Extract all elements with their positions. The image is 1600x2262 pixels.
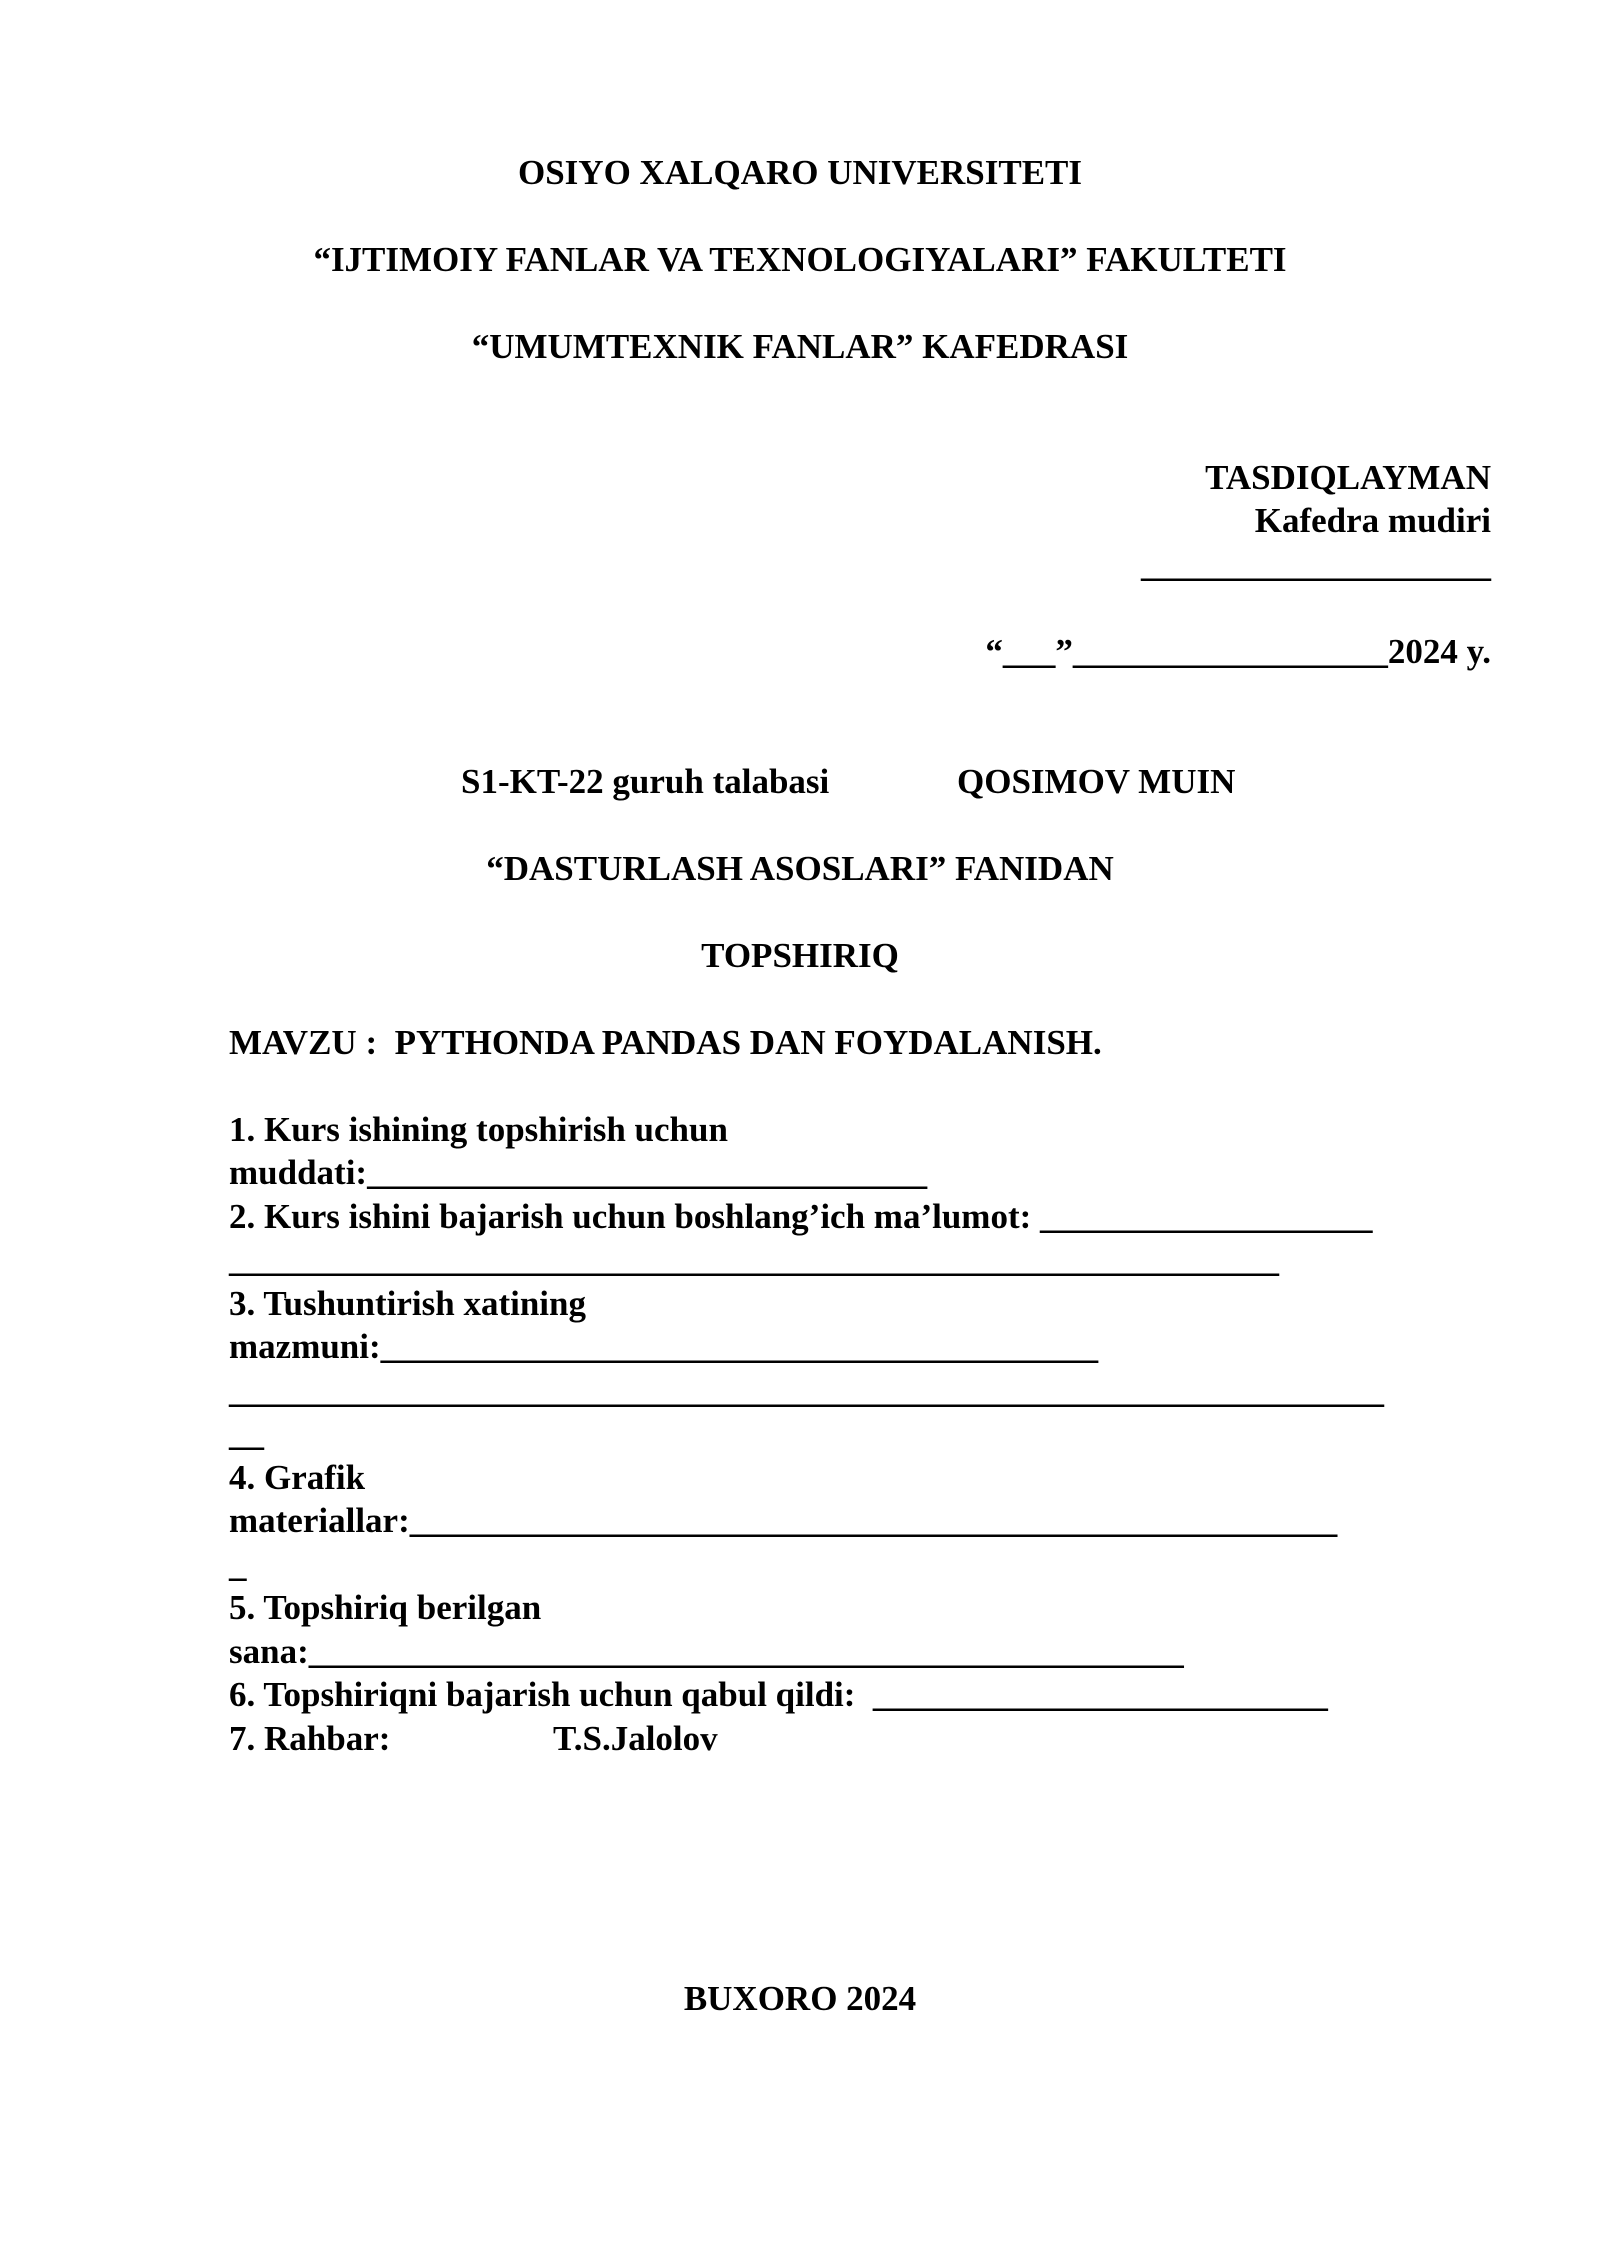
- approval-signature-line: ____________________: [1141, 545, 1491, 584]
- student-group-label: S1-KT-22 guruh talabasi: [461, 762, 830, 801]
- item3-content-field: mazmuni:_________________________________________: [229, 1327, 1099, 1366]
- item2-label: 2. Kurs ishini bajarish uchun boshlang’ich ma’lumot: ___________________: [229, 1197, 1373, 1236]
- item3-blank-line: __________________________________________________________________: [229, 1371, 1384, 1410]
- item3-label: 3. Tushuntirish xatining: [229, 1284, 586, 1323]
- item5-date-field: sana:__________________________________________________: [229, 1632, 1184, 1671]
- item7-label: 7. Rahbar:: [229, 1719, 391, 1758]
- item1-deadline-field: muddati:________________________________: [229, 1153, 928, 1192]
- footer-city-year: BUXORO 2024: [683, 1979, 917, 2018]
- approval-date-line: “___”__________________2024 y.: [985, 632, 1491, 671]
- item4-blank-tail: _: [229, 1545, 247, 1584]
- item4-label: 4. Grafik: [229, 1458, 366, 1497]
- subject-title: “DASTURLASH ASOSLARI” FANIDAN: [486, 849, 1114, 888]
- approval-title: TASDIQLAYMAN: [1205, 458, 1491, 497]
- item1-label: 1. Kurs ishining topshirish uchun: [229, 1110, 728, 1149]
- item7-supervisor-name: T.S.Jalolov: [553, 1719, 718, 1758]
- approval-role: Kafedra mudiri: [1254, 501, 1491, 540]
- item2-blank-line: ____________________________________________________________: [229, 1240, 1279, 1279]
- department-name: “UMUMTEXNIK FANLAR” KAFEDRASI: [471, 327, 1129, 366]
- document-title: TOPSHIRIQ: [701, 936, 899, 975]
- item5-label: 5. Topshiriq berilgan: [229, 1588, 542, 1627]
- university-name: OSIYO XALQARO UNIVERSITETI: [517, 153, 1083, 192]
- topic-line: MAVZU : PYTHONDA PANDAS DAN FOYDALANISH.: [229, 1023, 1102, 1062]
- item6-accepted-field: 6. Topshiriqni bajarish uchun qabul qildi: __________________________: [229, 1675, 1328, 1714]
- faculty-name: “IJTIMOIY FANLAR VA TEXNOLOGIYALARI” FAKULTETI: [313, 240, 1287, 279]
- item3-blank-tail: __: [229, 1414, 264, 1453]
- item4-materials-field: materiallar:_____________________________________________________: [229, 1501, 1338, 1540]
- student-name: QOSIMOV MUIN: [957, 762, 1236, 801]
